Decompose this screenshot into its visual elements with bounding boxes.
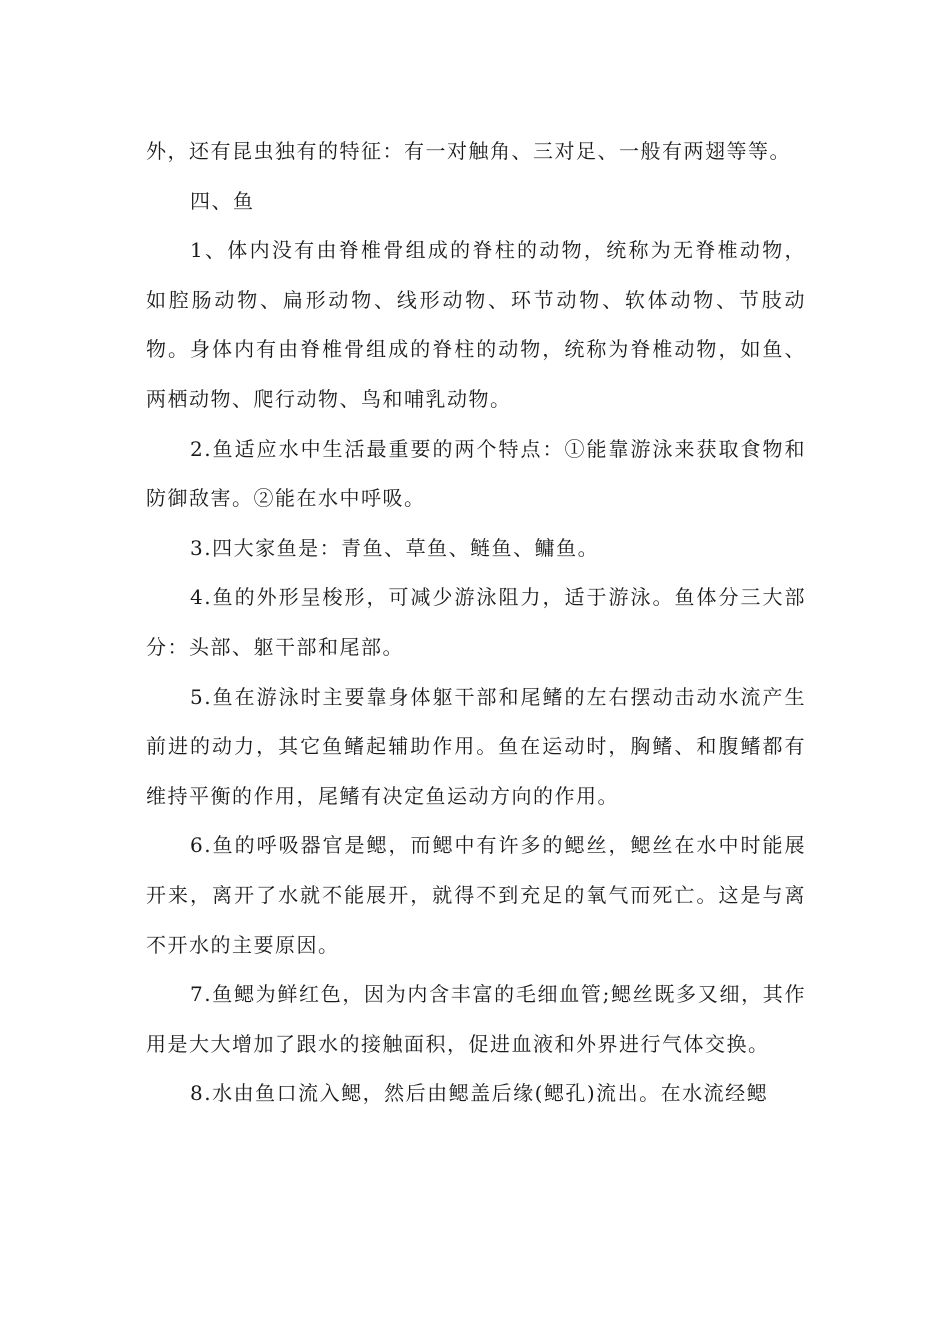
section-heading-fish: 四、鱼 [190,188,255,213]
paragraph-item-8: 8.水由鱼口流入鳃，然后由鳃盖后缘(鳃孔)流出。在水流经鳃 [190,1081,769,1106]
paragraph-item-5: 5.鱼在游泳时主要靠身体躯干部和尾鳍的左右摆动击动水流产生前进的动力，其它鱼鳍起辅助作用。鱼在运动时，胸鳍、和腹鳍都有维持平衡的作用，尾鳍有决定鱼运动方向的作用。 [146,684,806,808]
document-page [146,127,806,1119]
paragraph-item-1: 1、体内没有由脊椎骨组成的脊柱的动物，统称为无脊椎动物，如腔肠动物、扁形动物、线形动物、环节动物、软体动物、节肢动物。身体内有由脊椎骨组成的脊柱的动物，统称为脊椎动物，如鱼、两栖动物、爬行动物、鸟和哺乳动物。 [146,238,806,411]
paragraph-continuation: 外，还有昆虫独有的特征：有一对触角、三对足、一般有两翅等等。 [146,139,791,163]
paragraph-item-6: 6.鱼的呼吸器官是鳃，而鳃中有许多的鳃丝，鳃丝在水中时能展开来，离开了水就不能展开，就得不到充足的氧气而死亡。这是与离不开水的主要原因。 [146,833,806,957]
paragraph-item-2: 2.鱼适应水中生活最重要的两个特点：①能靠游泳来获取食物和防御敌害。②能在水中呼吸。 [146,436,806,511]
paragraph-item-7: 7.鱼鳃为鲜红色，因为内含丰富的毛细血管;鳃丝既多又细，其作用是大大增加了跟水的接触面积，促进血液和外界进行气体交换。 [146,982,806,1056]
paragraph-item-3: 3.四大家鱼是：青鱼、草鱼、鲢鱼、鳙鱼。 [190,535,600,560]
paragraph-item-4: 4.鱼的外形呈梭形，可减少游泳阻力，适于游泳。鱼体分三大部分：头部、躯干部和尾部。 [146,585,806,659]
